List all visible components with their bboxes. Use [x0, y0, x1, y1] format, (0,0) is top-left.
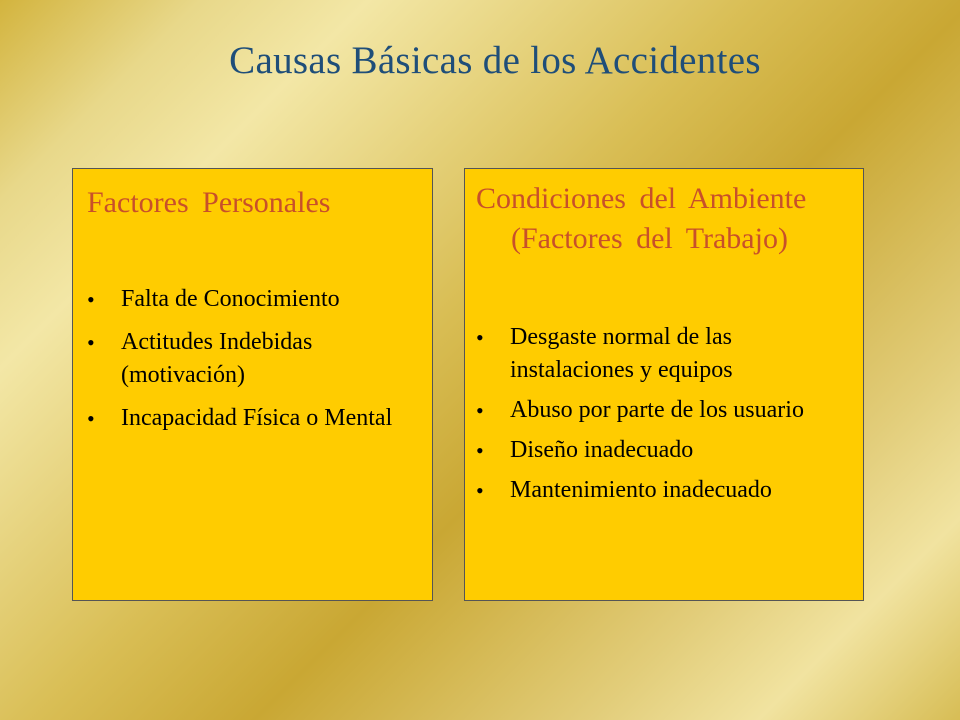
bullet-icon: •: [476, 325, 484, 350]
bullet-icon: •: [476, 438, 484, 463]
bullet-icon: •: [476, 398, 484, 423]
personal-factors-heading: Factores Personales: [87, 186, 331, 219]
list-item-text: Diseño inadecuado: [510, 437, 694, 463]
environment-conditions-list: [476, 321, 851, 514]
personal-factors-box: [72, 168, 433, 601]
list-item: [476, 321, 851, 387]
list-item-text: Desgaste normal de las instalaciones y equipos: [510, 324, 733, 383]
list-item: [476, 474, 851, 507]
list-item-text: Mantenimiento inadecuado: [510, 477, 772, 503]
list-item-text: Actitudes Indebidas (motivación): [121, 329, 313, 388]
bullet-icon: •: [87, 330, 95, 355]
personal-factors-list: [87, 283, 417, 445]
environment-conditions-heading: Condiciones del Ambiente (Factores del Trabajo): [476, 182, 807, 255]
list-item: [476, 394, 851, 427]
slide-title: Causas Básicas de los Accidentes: [229, 39, 761, 82]
list-item: [87, 326, 417, 392]
bullet-icon: •: [87, 287, 95, 312]
bullet-icon: •: [87, 406, 95, 431]
list-item-text: Incapacidad Física o Mental: [121, 405, 393, 431]
list-item: [87, 283, 417, 316]
list-item: [476, 434, 851, 467]
bullet-icon: •: [476, 478, 484, 503]
list-item-text: Abuso por parte de los usuario: [510, 397, 804, 423]
list-item: [87, 402, 417, 435]
environment-conditions-box: [464, 168, 864, 601]
list-item-text: Falta de Conocimiento: [121, 286, 340, 312]
